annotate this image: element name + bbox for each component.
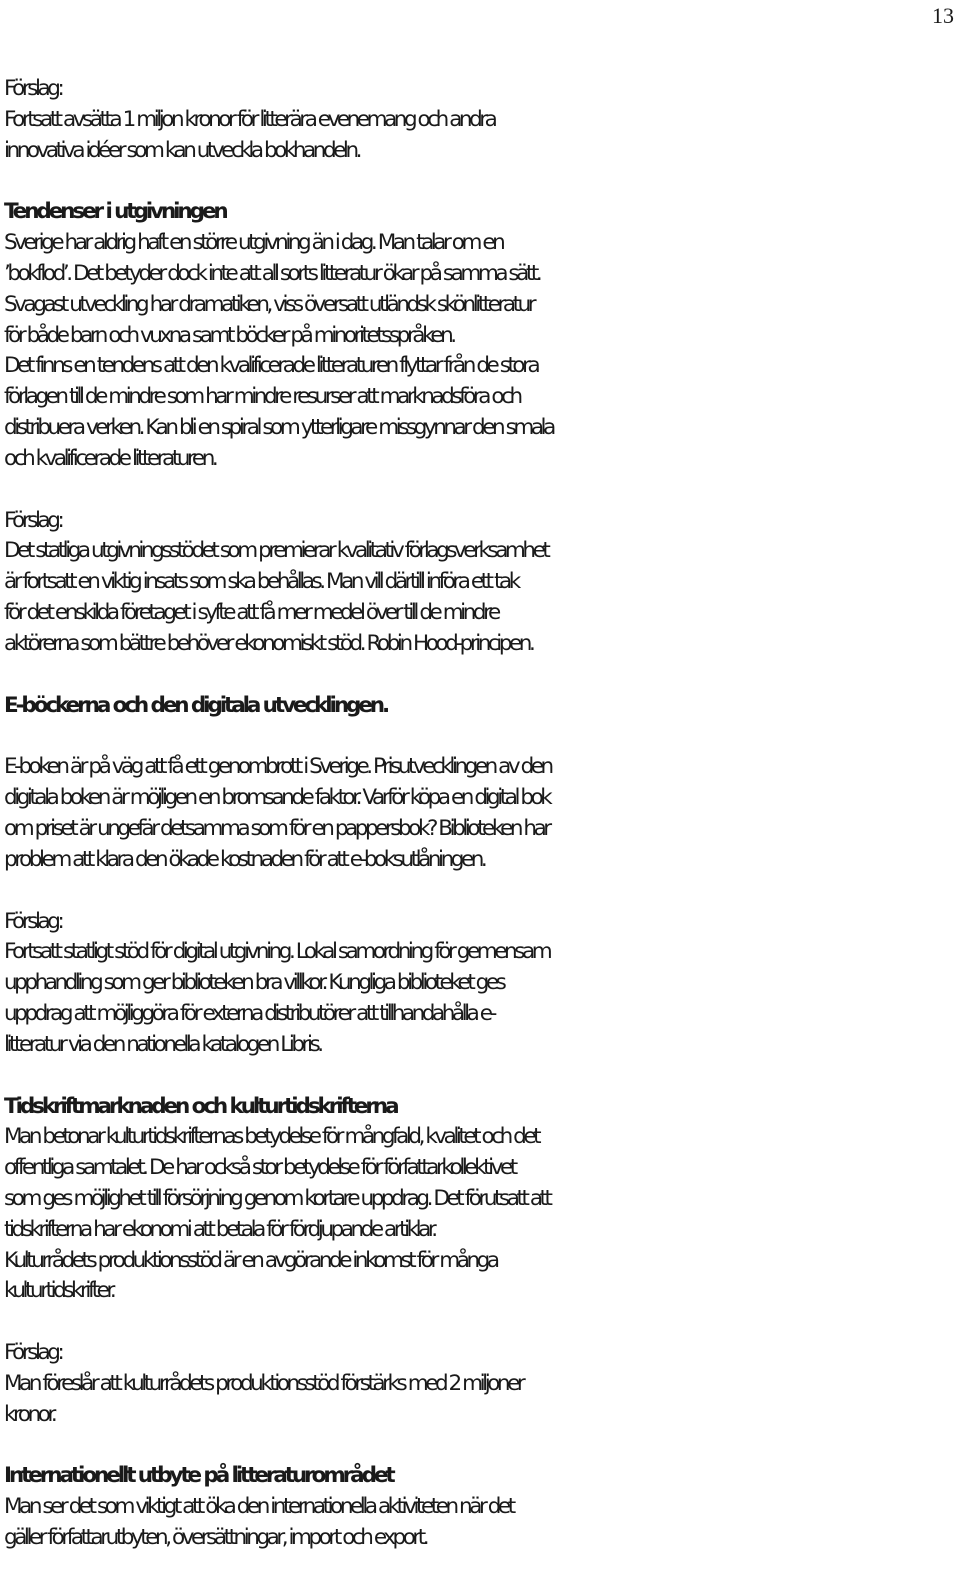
body-line: Fortsatt avsätta 1 miljon kronor för litterära evenemang och andra	[4, 106, 495, 132]
body-line: Sverige har aldrig haft en större utgivning än i dag. Man talar om en	[4, 230, 503, 256]
body-line: kronor.	[4, 1401, 55, 1427]
body-line: digitala boken är möjligen en bromsande faktor. Varför köpa en digital bok	[4, 785, 550, 811]
text-block	[4, 1338, 960, 1430]
section-heading: Internationellt utbyte på litteraturområdet	[4, 1463, 393, 1489]
body-line: tidskrifterna har ekonomi att betala för fördjupande artiklar.	[4, 1216, 435, 1242]
body-line: Det finns en tendens att den kvalificerade litteraturen flyttar från de stora	[4, 353, 538, 379]
section-heading: Tidskriftmarknaden och kulturtidskrifterna	[4, 1093, 397, 1119]
body-line: kulturtidskrifter.	[4, 1278, 114, 1304]
body-line: ’bokflod’. Det betyder dock inte att all sorts litteratur ökar på samma sätt.	[4, 260, 540, 286]
proposal-label: Förslag:	[4, 507, 62, 533]
body-line: för både barn och vuxna samt böcker på minoritetsspråken.	[4, 322, 454, 348]
body-line: offentliga samtalet. De har också stor betydelse för författarkollektivet	[4, 1155, 515, 1181]
body-line: som ges möjlighet till försörjning genom kortare uppdrag. Det förutsatt att	[4, 1185, 550, 1211]
document-body	[4, 74, 960, 1585]
body-line: förlagen till de mindre som har mindre resurser att marknadsföra och	[4, 384, 520, 410]
body-line: Svagast utveckling har dramatiken, viss översatt utländsk skönlitteratur	[4, 291, 534, 317]
body-line: Man föreslår att kulturrådets produktionsstöd förstärks med 2 miljoner	[4, 1370, 523, 1396]
body-line: aktörerna som bättre behöver ekonomiskt stöd. Robin Hood-principen.	[4, 630, 533, 656]
body-line: innovativa idéer som kan utveckla bokhandeln.	[4, 137, 360, 163]
section-heading: E-böckerna och den digitala utvecklingen.	[4, 692, 388, 718]
page-number: 13	[932, 3, 954, 28]
proposal-label: Förslag:	[4, 908, 62, 934]
text-block	[4, 691, 960, 722]
proposal-label: Förslag:	[4, 76, 62, 101]
body-line: E-boken är på väg att få ett genombrott i Sverige. Prisutvecklingen av den	[4, 754, 551, 780]
body-line: för det enskilda företaget i syfte att få mer medel över till de mindre	[4, 599, 498, 625]
body-line: Det statliga utgivningsstödet som premierar kvalitativ förlagsverksamhet	[4, 538, 548, 564]
body-line: gäller författarutbyten, översättningar, import och export.	[4, 1525, 427, 1551]
body-line: problem att klara den ökade kostnaden för att e-boksutlåningen.	[4, 846, 485, 872]
text-block	[4, 907, 960, 1061]
text-block	[4, 74, 960, 166]
text-block	[4, 1092, 960, 1308]
text-block	[4, 1461, 960, 1553]
body-line: Kulturrådets produktionsstöd är en avgörande inkomst för många	[4, 1247, 497, 1273]
body-line: uppdrag att möjliggöra för externa distributörer att tillhandahålla e-	[4, 1000, 494, 1026]
text-block	[4, 752, 960, 875]
body-line: är fortsatt en viktig insats som ska behållas. Man vill därtill införa ett tak	[4, 569, 518, 595]
body-line: upphandling som ger biblioteken bra villkor. Kungliga biblioteket ges	[4, 970, 504, 996]
body-line: Man betonar kulturtidskrifternas betydelse för mångfald, kvalitet och det	[4, 1124, 539, 1150]
text-block	[4, 197, 960, 474]
body-line: distribuera verken. Kan bli en spiral som ytterligare missgynnar den smala	[4, 414, 553, 440]
body-line: Man ser det som viktigt att öka den internationella aktiviteten när det	[4, 1494, 513, 1520]
proposal-label: Förslag:	[4, 1340, 62, 1366]
body-line: litteratur via den nationella katalogen Libris.	[4, 1031, 321, 1057]
text-block	[4, 506, 960, 660]
body-line: om priset är ungefär detsamma som för en pappersbok? Biblioteken har	[4, 815, 549, 841]
section-heading: Tendenser i utgivningen	[4, 199, 226, 225]
body-line: och kvalificerade litteraturen.	[4, 445, 216, 471]
body-line: Fortsatt statligt stöd för digital utgivning. Lokal samordning för gemensam	[4, 939, 550, 965]
